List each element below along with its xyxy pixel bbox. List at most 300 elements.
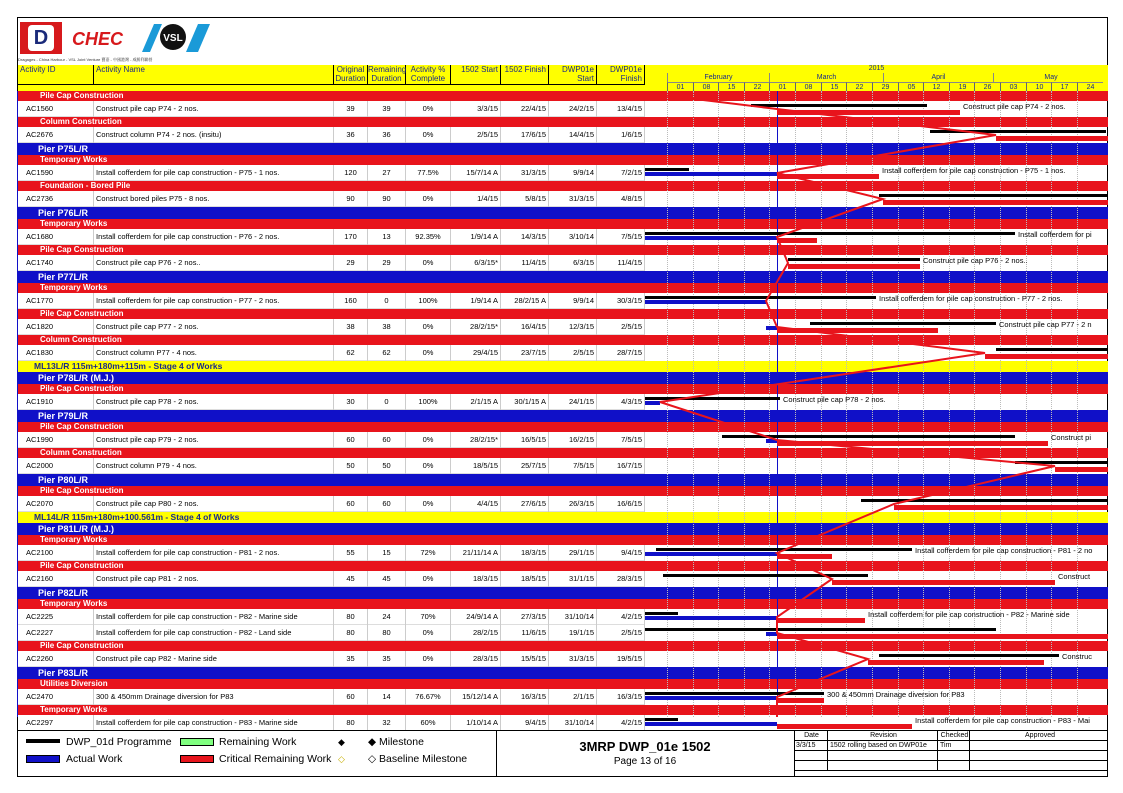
- remaining-duration: 0: [368, 394, 406, 410]
- gantt-bar-label: Install cofferdem for pile cap construction - P75 - 1 nos.: [882, 166, 1066, 175]
- timeline-week: 17: [1051, 82, 1077, 91]
- finish-date: 28/2/15 A: [501, 293, 549, 309]
- activity-row[interactable]: [18, 609, 645, 625]
- rev-empty-cell: [970, 761, 1108, 771]
- wbs-header-label: Pile Cap Construction: [40, 245, 124, 254]
- activity-row[interactable]: [18, 165, 645, 181]
- dwp-start-date: 29/1/15: [549, 545, 597, 561]
- finish-date: 16/5/15: [501, 432, 549, 448]
- percent-complete: 0%: [406, 432, 451, 448]
- activity-table: [18, 91, 645, 727]
- dwp-finish-date: 4/8/15: [597, 191, 645, 207]
- original-duration: 170: [334, 229, 368, 245]
- critical-remaining-bar[interactable]: [777, 724, 912, 729]
- activity-row[interactable]: [18, 319, 645, 335]
- dragages-logo: [20, 22, 62, 54]
- percent-complete: 0%: [406, 625, 451, 641]
- wbs-header-label: Pier P78L/R (M.J.): [38, 373, 115, 383]
- legend-programme-swatch: [26, 739, 60, 743]
- finish-date: 31/3/15: [501, 165, 549, 181]
- activity-row[interactable]: [18, 229, 645, 245]
- percent-complete: 76.67%: [406, 689, 451, 705]
- wbs-header-label: Pile Cap Construction: [40, 486, 124, 495]
- dwp-start-date: 3/10/14: [549, 229, 597, 245]
- activity-id: AC2227: [24, 625, 94, 641]
- original-duration: 55: [334, 545, 368, 561]
- wbs-header-label: Utilities Diversion: [40, 679, 108, 688]
- wbs-header-label: Pile Cap Construction: [40, 641, 124, 650]
- rev-empty-cell: [794, 751, 828, 761]
- dwp-finish-date: 1/6/15: [597, 127, 645, 143]
- finish-date: 14/3/15: [501, 229, 549, 245]
- timeline-month: March: [769, 73, 883, 82]
- rev-header-approved: Approved: [970, 731, 1108, 741]
- progress-line: [645, 91, 1108, 717]
- dwp-start-date: 14/4/15: [549, 127, 597, 143]
- dwp-finish-date: 2/5/15: [597, 319, 645, 335]
- activity-id: AC2676: [24, 127, 94, 143]
- activity-name: Install cofferdem for pile cap construction - P81 - 2 nos.: [94, 545, 334, 561]
- timeline-week: 10: [1026, 82, 1052, 91]
- finish-date: 15/5/15: [501, 651, 549, 667]
- start-date: 21/11/14 A: [451, 545, 501, 561]
- percent-complete: 100%: [406, 394, 451, 410]
- activity-id: AC2160: [24, 571, 94, 587]
- legend-critical-swatch: [180, 755, 214, 763]
- activity-row[interactable]: [18, 625, 645, 641]
- gantt-bar-label: Construct: [1058, 572, 1091, 581]
- activity-id: AC1680: [24, 229, 94, 245]
- start-date: 1/10/14 A: [451, 715, 501, 731]
- activity-id: AC1770: [24, 293, 94, 309]
- percent-complete: 0%: [406, 571, 451, 587]
- activity-name: Construct pile cap P80 - 2 nos.: [94, 496, 334, 512]
- original-duration: 90: [334, 191, 368, 207]
- remaining-duration: 50: [368, 458, 406, 474]
- legend-remaining: Remaining Work: [219, 736, 297, 748]
- activity-row[interactable]: [18, 496, 645, 512]
- remaining-duration: 24: [368, 609, 406, 625]
- rev-approved: [970, 741, 1108, 751]
- finish-date: 18/5/15: [501, 571, 549, 587]
- wbs-header-label: Pier P76L/R: [38, 208, 89, 218]
- legend-remaining-swatch: [180, 738, 214, 746]
- finish-date: 25/7/15: [501, 458, 549, 474]
- start-date: 28/2/15: [451, 625, 501, 641]
- wbs-header-label: Pile Cap Construction: [40, 309, 124, 318]
- activity-row[interactable]: [18, 191, 645, 207]
- wbs-header-label: Pier P77L/R: [38, 272, 89, 282]
- activity-name: Construct pile cap P81 - 2 nos.: [94, 571, 334, 587]
- dwp-finish-date: 7/5/15: [597, 229, 645, 245]
- activity-id: AC1560: [24, 101, 94, 117]
- wbs-header-label: Pile Cap Construction: [40, 561, 124, 570]
- percent-complete: 0%: [406, 496, 451, 512]
- remaining-duration: 90: [368, 191, 406, 207]
- timeline-month: May: [993, 73, 1108, 82]
- wbs-header-label: Temporary Works: [40, 599, 108, 608]
- activity-row[interactable]: [18, 345, 645, 361]
- timeline-week: 03: [1000, 82, 1026, 91]
- actual-work-bar[interactable]: [645, 722, 777, 726]
- activity-name: Construct pile cap P74 - 2 nos.: [94, 101, 334, 117]
- legend-actual-swatch: [26, 755, 60, 763]
- rev-empty-cell: [970, 751, 1108, 761]
- col-activity-name: Activity Name: [94, 65, 334, 85]
- activity-name: Construct column P74 - 2 nos. (insitu): [94, 127, 334, 143]
- gantt-bar-label: Install cofferdem for pile cap construction - P81 - 2 no: [915, 546, 1093, 555]
- gantt-bar-label: Construct pile cap P76 - 2 nos..: [923, 256, 1028, 265]
- finish-date: 16/3/15: [501, 689, 549, 705]
- timeline-week: 22: [744, 82, 770, 91]
- start-date: 6/3/15*: [451, 255, 501, 271]
- wbs-header-label: Temporary Works: [40, 219, 108, 228]
- activity-id: AC2736: [24, 191, 94, 207]
- original-duration: 35: [334, 651, 368, 667]
- activity-row[interactable]: [18, 255, 645, 271]
- wbs-header-label: Pile Cap Construction: [40, 384, 124, 393]
- col-dwp01e-start: DWP01e Start: [549, 65, 597, 85]
- timeline-week: 29: [872, 82, 898, 91]
- timeline-week: 24: [1077, 82, 1103, 91]
- wbs-header-label: Pier P79L/R: [38, 411, 89, 421]
- dwp-finish-date: 19/5/15: [597, 651, 645, 667]
- dwp-start-date: 9/9/14: [549, 293, 597, 309]
- timeline-week: 05: [898, 82, 924, 91]
- dwp-start-date: 31/10/14: [549, 715, 597, 731]
- col-dwp01e-finish: DWP01e Finish: [597, 65, 645, 85]
- rev-header-revision: Revision: [828, 731, 938, 741]
- timeline-month: February: [667, 73, 769, 82]
- baseline-milestone-icon: ◇: [338, 754, 345, 764]
- original-duration: 160: [334, 293, 368, 309]
- wbs-header-label: Temporary Works: [40, 535, 108, 544]
- dwp-finish-date: 4/3/15: [597, 394, 645, 410]
- percent-complete: 100%: [406, 293, 451, 309]
- rev-empty-cell: [828, 751, 938, 761]
- percent-complete: 0%: [406, 651, 451, 667]
- start-date: 28/2/15*: [451, 432, 501, 448]
- timeline-week: 19: [949, 82, 975, 91]
- activity-name: Install cofferdem for pile cap construction - P77 - 2 nos.: [94, 293, 334, 309]
- title-block: [496, 730, 795, 777]
- page-number: Page 13 of 16: [613, 756, 677, 767]
- wbs-header-label: Temporary Works: [40, 283, 108, 292]
- activity-id: AC1830: [24, 345, 94, 361]
- activity-name: Install cofferdem for pile cap construction - P75 - 1 nos.: [94, 165, 334, 181]
- percent-complete: 0%: [406, 127, 451, 143]
- activity-id: AC1590: [24, 165, 94, 181]
- remaining-duration: 32: [368, 715, 406, 731]
- start-date: 1/9/14 A: [451, 293, 501, 309]
- percent-complete: 72%: [406, 545, 451, 561]
- wbs-header-label: Pile Cap Construction: [40, 422, 124, 431]
- original-duration: 45: [334, 571, 368, 587]
- gantt-bar-label: Install cofferdem for pile cap construction - P77 - 2 nos.: [879, 294, 1063, 303]
- wbs-header-label: Pile Cap Construction: [40, 91, 124, 100]
- original-duration: 50: [334, 458, 368, 474]
- dwp-start-date: 24/2/15: [549, 101, 597, 117]
- remaining-duration: 62: [368, 345, 406, 361]
- rev-empty-cell: [938, 751, 970, 761]
- timeline-week: 15: [718, 82, 744, 91]
- dwp-finish-date: 4/2/15: [597, 715, 645, 731]
- finish-date: 27/6/15: [501, 496, 549, 512]
- activity-row[interactable]: [18, 127, 645, 143]
- remaining-duration: 45: [368, 571, 406, 587]
- dwp-start-date: 2/1/15: [549, 689, 597, 705]
- start-date: 24/9/14 A: [451, 609, 501, 625]
- original-duration: 29: [334, 255, 368, 271]
- start-date: 3/3/15: [451, 101, 501, 117]
- activity-row[interactable]: [18, 571, 645, 587]
- activity-name: Construct column P77 - 4 nos.: [94, 345, 334, 361]
- legend-critical: Critical Remaining Work: [219, 753, 332, 765]
- remaining-duration: 60: [368, 496, 406, 512]
- remaining-duration: 13: [368, 229, 406, 245]
- finish-date: 18/3/15: [501, 545, 549, 561]
- finish-date: 22/4/15: [501, 101, 549, 117]
- activity-name: Install cofferdem for pile cap construction - P76 - 2 nos.: [94, 229, 334, 245]
- original-duration: 36: [334, 127, 368, 143]
- col-1502-start: 1502 Start: [451, 65, 501, 85]
- wbs-header-label: ML14L/R 115m+180m+100.561m - Stage 4 of Works: [34, 512, 240, 522]
- dwp-start-date: 31/3/15: [549, 651, 597, 667]
- percent-complete: 0%: [406, 191, 451, 207]
- wbs-header-label: Foundation - Bored Pile: [40, 181, 131, 190]
- dwp-finish-date: 2/5/15: [597, 625, 645, 641]
- finish-date: 11/4/15: [501, 255, 549, 271]
- dwp-finish-date: 7/2/15: [597, 165, 645, 181]
- wbs-header-label: Temporary Works: [40, 705, 108, 714]
- start-date: 29/4/15: [451, 345, 501, 361]
- activity-name: Construct bored piles P75 - 8 nos.: [94, 191, 334, 207]
- activity-name: Install cofferdem for pile cap construction - P82 - Land side: [94, 625, 334, 641]
- activity-name: Install cofferdem for pile cap construction - P83 - Marine side: [94, 715, 334, 731]
- original-duration: 80: [334, 609, 368, 625]
- dwp-finish-date: 16/6/15: [597, 496, 645, 512]
- start-date: 2/5/15: [451, 127, 501, 143]
- dwp-finish-date: 16/7/15: [597, 458, 645, 474]
- percent-complete: 70%: [406, 609, 451, 625]
- original-duration: 60: [334, 432, 368, 448]
- schedule-title: 3MRP DWP_01e 1502: [579, 739, 711, 754]
- remaining-duration: 29: [368, 255, 406, 271]
- original-duration: 80: [334, 625, 368, 641]
- original-duration: 60: [334, 689, 368, 705]
- timeline-week: 26: [974, 82, 1000, 91]
- activity-id: AC2260: [24, 651, 94, 667]
- percent-complete: 60%: [406, 715, 451, 731]
- percent-complete: 0%: [406, 255, 451, 271]
- dwp-finish-date: 7/5/15: [597, 432, 645, 448]
- activity-row[interactable]: [18, 432, 645, 448]
- start-date: 18/3/15: [451, 571, 501, 587]
- wbs-header-label: Pier P81L/R (M.J.): [38, 524, 115, 534]
- remaining-duration: 39: [368, 101, 406, 117]
- start-date: 4/4/15: [451, 496, 501, 512]
- percent-complete: 92.35%: [406, 229, 451, 245]
- rev-empty-cell: [794, 761, 828, 771]
- dwp-start-date: 31/1/15: [549, 571, 597, 587]
- activity-name: 300 & 450mm Drainage diversion for P83: [94, 689, 334, 705]
- finish-date: 23/7/15: [501, 345, 549, 361]
- remaining-duration: 80: [368, 625, 406, 641]
- percent-complete: 77.5%: [406, 165, 451, 181]
- dwp-start-date: 12/3/15: [549, 319, 597, 335]
- col-activity-id: Activity ID: [18, 65, 94, 85]
- activity-id: AC2000: [24, 458, 94, 474]
- wbs-header-label: Column Construction: [40, 117, 122, 126]
- legend: [18, 730, 497, 777]
- dwp-start-date: 2/5/15: [549, 345, 597, 361]
- dwp-start-date: 9/9/14: [549, 165, 597, 181]
- gantt-bar-label: Construct pile cap P78 - 2 nos.: [783, 395, 886, 404]
- activity-name: Construct pile cap P77 - 2 nos.: [94, 319, 334, 335]
- dwp-start-date: 24/1/15: [549, 394, 597, 410]
- timeline-year: 2015: [868, 65, 885, 72]
- finish-date: 30/1/15 A: [501, 394, 549, 410]
- gantt-chart: [645, 91, 1108, 725]
- start-date: 28/3/15: [451, 651, 501, 667]
- activity-name: Construct column P79 - 4 nos.: [94, 458, 334, 474]
- wbs-header-label: Pier P82L/R: [38, 588, 89, 598]
- dwp-start-date: 7/5/15: [549, 458, 597, 474]
- start-date: 18/5/15: [451, 458, 501, 474]
- dwp-finish-date: 28/3/15: [597, 571, 645, 587]
- gantt-bar-label: Install cofferdem for pi: [1018, 230, 1092, 239]
- remaining-duration: 60: [368, 432, 406, 448]
- dwp-finish-date: 9/4/15: [597, 545, 645, 561]
- activity-name: Install cofferdem for pile cap construction - P82 - Marine side: [94, 609, 334, 625]
- dwp-start-date: 31/3/15: [549, 191, 597, 207]
- timeline-week: 22: [846, 82, 872, 91]
- activity-row[interactable]: [18, 293, 645, 309]
- activity-row[interactable]: [18, 394, 645, 410]
- wbs-header-label: Temporary Works: [40, 155, 108, 164]
- dragages-logo-letter: D: [28, 25, 54, 51]
- dwp-finish-date: 11/4/15: [597, 255, 645, 271]
- rev-checked: Tim: [938, 741, 970, 751]
- col-percent-complete: Activity % Complete: [406, 65, 451, 85]
- activity-name: Construct pile cap P79 - 2 nos.: [94, 432, 334, 448]
- original-duration: 80: [334, 715, 368, 731]
- timeline-month: April: [883, 73, 993, 82]
- remaining-duration: 38: [368, 319, 406, 335]
- finish-date: 17/6/15: [501, 127, 549, 143]
- original-duration: 120: [334, 165, 368, 181]
- percent-complete: 0%: [406, 345, 451, 361]
- timeline-header: [645, 65, 1108, 92]
- rev-empty-cell: [828, 761, 938, 771]
- activity-id: AC1910: [24, 394, 94, 410]
- chec-logo: CHEC: [72, 29, 124, 49]
- wbs-header-label: Pier P80L/R: [38, 475, 89, 485]
- rev-date: 3/3/15: [794, 741, 828, 751]
- remaining-duration: 15: [368, 545, 406, 561]
- activity-id: AC1820: [24, 319, 94, 335]
- legend-programme: DWP_01d Programme: [66, 736, 172, 748]
- activity-id: AC2297: [24, 715, 94, 731]
- vsl-logo: [140, 22, 212, 54]
- legend-milestone: ◆ Milestone: [368, 736, 424, 748]
- percent-complete: 0%: [406, 458, 451, 474]
- wbs-header-label: Column Construction: [40, 335, 122, 344]
- rev-empty-cell: [938, 761, 970, 771]
- col-original-duration: Original Duration: [334, 65, 368, 85]
- finish-date: 27/3/15: [501, 609, 549, 625]
- activity-row[interactable]: [18, 101, 645, 117]
- activity-row[interactable]: [18, 715, 645, 731]
- col-1502-finish: 1502 Finish: [501, 65, 549, 85]
- activity-id: AC1990: [24, 432, 94, 448]
- dwp-start-date: 19/1/15: [549, 625, 597, 641]
- original-duration: 38: [334, 319, 368, 335]
- finish-date: 16/4/15: [501, 319, 549, 335]
- start-date: 2/1/15 A: [451, 394, 501, 410]
- activity-row[interactable]: [18, 651, 645, 667]
- timeline-week: 01: [667, 82, 693, 91]
- gantt-bar-label: 300 & 450mm Drainage diversion for P83: [827, 690, 965, 699]
- legend-baseline-milestone: ◇ Baseline Milestone: [368, 753, 468, 765]
- col-remaining-duration: Remaining Duration: [368, 65, 407, 83]
- remaining-duration: 14: [368, 689, 406, 705]
- rev-header-date: Date: [794, 731, 828, 741]
- rev-header-checked: Checked: [938, 731, 970, 741]
- dwp-start-date: 16/2/15: [549, 432, 597, 448]
- remaining-duration: 27: [368, 165, 406, 181]
- original-duration: 62: [334, 345, 368, 361]
- percent-complete: 0%: [406, 319, 451, 335]
- activity-row[interactable]: [18, 458, 645, 474]
- dwp-start-date: 31/10/14: [549, 609, 597, 625]
- milestone-icon: ◆: [338, 737, 345, 747]
- activity-id: AC2225: [24, 609, 94, 625]
- company-tagline: Dragages - China Harbour - VSL Joint Venture 寶嘉 - 中國港灣 - 威勝利聯營: [18, 57, 153, 62]
- activity-id: AC2470: [24, 689, 94, 705]
- dwp-finish-date: 13/4/15: [597, 101, 645, 117]
- wbs-header-label: Pier P75L/R: [38, 144, 89, 154]
- programme-bar[interactable]: [645, 718, 678, 721]
- remaining-duration: 35: [368, 651, 406, 667]
- activity-id: AC2100: [24, 545, 94, 561]
- gantt-bar-label: Install cofferdem for pile cap construction - P83 - Mai: [915, 716, 1090, 725]
- activity-row[interactable]: [18, 689, 645, 705]
- dwp-finish-date: 28/7/15: [597, 345, 645, 361]
- rev-description: 1502 rolling based on DWP01e: [828, 741, 938, 751]
- activity-id: AC2070: [24, 496, 94, 512]
- original-duration: 39: [334, 101, 368, 117]
- legend-actual: Actual Work: [66, 753, 123, 765]
- wbs-header-label: Pier P83L/R: [38, 668, 89, 678]
- activity-name: Construct pile cap P82 - Marine side: [94, 651, 334, 667]
- activity-row[interactable]: [18, 545, 645, 561]
- percent-complete: 0%: [406, 101, 451, 117]
- start-date: 28/2/15*: [451, 319, 501, 335]
- dwp-finish-date: 16/3/15: [597, 689, 645, 705]
- finish-date: 5/8/15: [501, 191, 549, 207]
- wbs-header-label: ML13L/R 115m+180m+115m - Stage 4 of Works: [34, 361, 223, 371]
- progress-line-path: [645, 93, 1055, 717]
- activity-name: Construct pile cap P76 - 2 nos..: [94, 255, 334, 271]
- timeline-week: 12: [923, 82, 949, 91]
- timeline-week: 15: [821, 82, 847, 91]
- activity-id: AC1740: [24, 255, 94, 271]
- dwp-start-date: 6/3/15: [549, 255, 597, 271]
- start-date: 15/12/14 A: [451, 689, 501, 705]
- start-date: 1/4/15: [451, 191, 501, 207]
- gantt-bar-label: Install cofferdem for pile cap construction - P82 - Marine side: [868, 610, 1070, 619]
